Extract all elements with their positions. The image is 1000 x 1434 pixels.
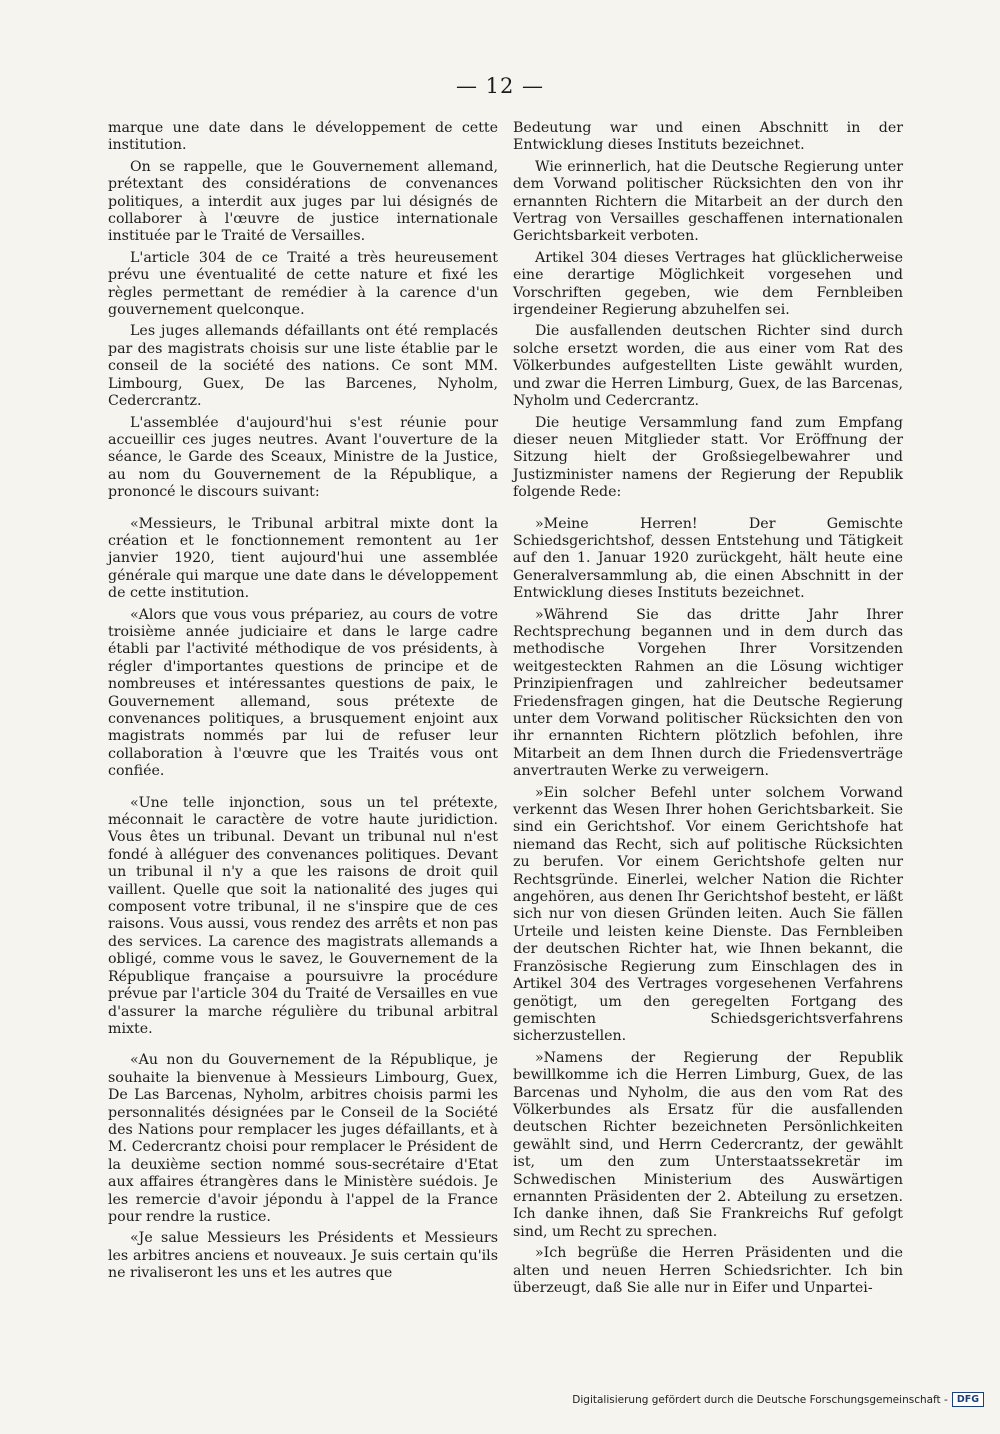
digitization-footer [572, 1392, 984, 1407]
french-paragraph: «Je salue Messieurs les Présidents et Messieurs les arbitres anciens et nouveaux. Je suis certain qu'ils ne rivaliseront les uns et les autres que [108, 1230, 498, 1282]
french-paragraph: Les juges allemands défaillants ont été remplacés par des magistrats choisis sur une liste établie par le conseil de la société des nations. Ce sont MM. Limbourg, Guex, De las Barcenes, Nyholm, Cedercrantz. [108, 323, 498, 410]
german-paragraph: Wie erinnerlich, hat die Deutsche Regierung unter dem Vorwand politischer Rücksichten den von ihr ernannten Richtern die Mitarbeit an der durch den Vertrag von Versailles geschaffenen internationalen Gerichtsbarkeit verboten. [513, 158, 903, 245]
german-paragraph: »Meine Herren! Der Gemischte Schiedsgerichtshof, dessen Entstehung und Tätigkeit auf den 1. Januar 1920 zurückgeht, hält heute eine Generalversammlung ab, die einen Abschnitt in der Entwicklung dieses Instituts bezeichnet. [513, 515, 903, 602]
french-paragraph: marque une date dans le développement de cette institution. [108, 120, 498, 154]
left-column-french [108, 120, 498, 1287]
french-paragraph: On se rappelle, que le Gouvernement allemand, prétextant des considérations de convenances politiques, a interdit aux juges par lui désignés de collaborer à l'œuvre de justice internationale instituée par le Traité de Versailles. [108, 158, 498, 245]
german-paragraph: Artikel 304 dieses Vertrages hat glücklicherweise eine derartige Möglichkeit vorgesehen und Vorschriften gegeben, wie dem Fernbleiben irgendeiner Regierung abzuhelfen sei. [513, 249, 903, 319]
page-number: — 12 — [455, 74, 545, 98]
french-paragraph: «Au non du Gouvernement de la République, je souhaite la bienvenue à Messieurs Limbourg, Guex, De Las Barcenas, Nyholm, arbitres choisis parmi les personnalités désignées par le Conseil de la Société des Nations pour remplacer les juges défaillants, et à M. Cedercrantz choisi pour remplacer le Président de la deuxième section nommé sous-secrétaire d'Etat aux affaires étrangères dans le Ministère suédois. Je les remercie d'avoir jépondu à l'appel de la France pour rendre la rustice. [108, 1052, 498, 1225]
german-paragraph: Die ausfallenden deutschen Richter sind durch solche ersetzt worden, die aus einer vom Rat des Völkerbundes aufgestellten Liste gewählt wurden, und zwar die Herren Limburg, Guex, de las Barcenas, Nyholm und Cedercrantz. [513, 323, 903, 410]
german-paragraph: »Ich begrüße die Herren Präsidenten und die alten und neuen Herren Schiedsrichter. Ich bin überzeugt, daß Sie alle nur in Eifer und Unpartei- [513, 1245, 903, 1296]
german-paragraph: Bedeutung war und einen Abschnitt in der Entwicklung dieses Instituts bezeichnet. [513, 120, 903, 154]
german-paragraph: »Während Sie das dritte Jahr Ihrer Rechtsprechung begannen und in dem durch das methodische Vorgehen Ihrer Vorsitzenden weitgesteckten Rahmen an die Lösung wichtiger Prinzipienfragen und zahlreicher bedeutsamer Friedensfragen gingen, hat die Deutsche Regierung unter dem Vorwand politischer Rücksichten den von ihr ernannten Richtern plötzlich befohlen, ihre Mitarbeit an dem Ihnen durch die Friedensverträge anvertrauten Werke zu verweigern. [513, 606, 903, 780]
footer-credit-text: Digitalisierung gefördert durch die Deutsche Forschungsgemeinschaft - [572, 1393, 948, 1406]
german-paragraph: Die heutige Versammlung fand zum Empfang dieser neuen Mitglieder statt. Vor Eröffnung der Sitzung hielt der Großsiegelbewahrer und Justizminister namens der Regierung der Republik folgende Rede: [513, 414, 903, 501]
dfg-logo: DFG [952, 1392, 984, 1407]
french-paragraph: «Une telle injonction, sous un tel prétexte, méconnait le caractère de votre haute juridiction. Vous êtes un tribunal. Devant un tribunal nul n'est fondé à alléguer des convenances politiques. Devant un tribunal il n'y a que les raisons de droit quil vaillent. Quelle que soit la nationalité des juges qui composent votre tribunal, il ne s'inspire que de ces raisons. Vous aussi, vous rendez des arrêts et non pas des services. La carence des magistrats allemands a obligé, comme vous le savez, le Gouvernement de la République française a poursuivre la procédure prévue par l'article 304 du Traité de Versailles en vue d'assurer la marche régulière du tribunal arbitral mixte. [108, 794, 498, 1037]
french-paragraph: L'article 304 de ce Traité a très heureusement prévu une éventualité de cette nature et fixé les règles permettant de remédier à la carence d'un gouvernement quelconque. [108, 249, 498, 319]
french-paragraph: L'assemblée d'aujourd'hui s'est réunie pour accueillir ces juges neutres. Avant l'ouverture de la séance, le Garde des Sceaux, Ministre de la Justice, au nom du Gouvernement de la République, a prononcé le discours suivant: [108, 414, 498, 501]
french-paragraph: «Alors que vous vous prépariez, au cours de votre troisième année judiciaire et dans le large cadre établi par l'activité méthodique de vos présidents, à régler d'importantes questions de principe et de nombreuses et intéressantes questions de paix, le Gouvernement allemand, sous prétexte de convenances politiques, a brusquement enjoint aux magistrats nommés par lui de refuser leur collaboration à l'œuvre que les Traités vous ont confiée. [108, 606, 498, 780]
right-column-german [513, 120, 903, 1301]
french-paragraph: «Messieurs, le Tribunal arbitral mixte dont la création et le fonctionnement remontent au 1er janvier 1920, tient aujourd'hui une assemblée générale qui marque une date dans le développement de cette institution. [108, 515, 498, 602]
german-paragraph: »Namens der Regierung der Republik bewillkomme ich die Herren Limburg, Guex, de las Barcenas und Nyholm, die aus den vom Rat des Völkerbundes als Ersatz für die ausfallenden deutschen Richter bezeichneten Persönlichkeiten gewählt sind, und Herrn Cedercrantz, der gewählt ist, um den zum Unterstaatssekretär im Schwedischen Ministerium des Auswärtigen ernannten Präsidenten der 2. Abteilung zu ersetzen. Ich danke ihnen, daß Sie Frankreichs Ruf gefolgt sind, um Recht zu sprechen. [513, 1049, 903, 1240]
german-paragraph: »Ein solcher Befehl unter solchem Vorwand verkennt das Wesen Ihrer hohen Gerichtsbarkeit. Sie sind ein Gerichtshof. Vor einem Gerichtshofe hat niemand das Recht, sich auf politische Rücksichten zu berufen. Vor einem Gerichtshofe gelten nur Rechtsgründe. Einerlei, welcher Nation die Richter angehören, aus denen Ihr Gerichtshof besteht, er läßt sich nur von diesen Gründen leiten. Auch Sie fällen Urteile und leisten keine Dienste. Das Fernbleiben der deutschen Richter hat, wie Ihnen bekannt, die Französische Regierung zum Einschlagen des in Artikel 304 des Vertrages vorgesehenen Verfahrens genötigt, um den geregelten Fortgang des gemischten Schiedsgerichtsverfahrens sicherzustellen. [513, 784, 903, 1045]
